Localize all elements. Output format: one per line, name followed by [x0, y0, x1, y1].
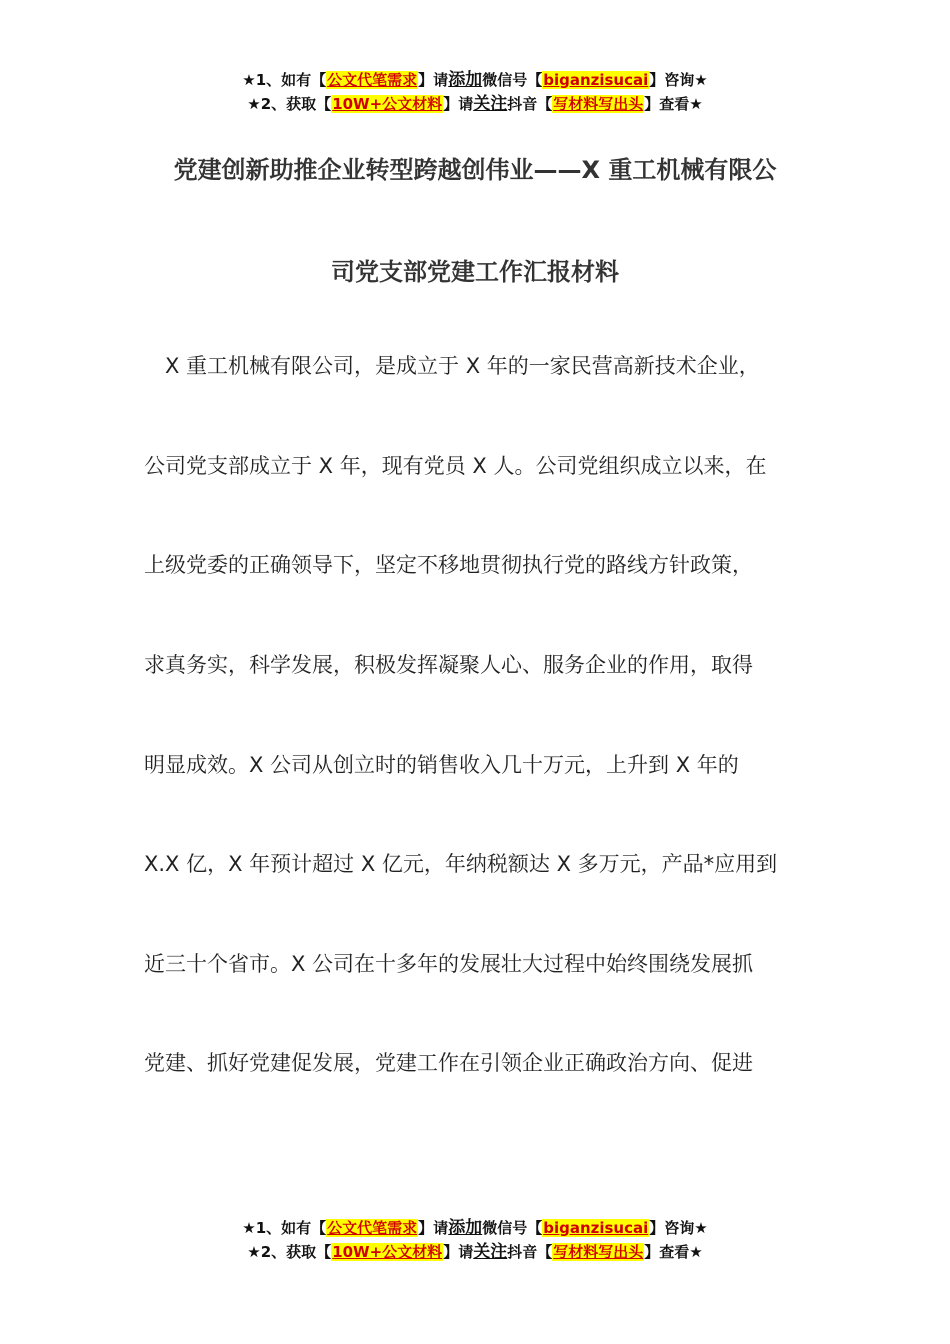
promo-text: 抖音【 [507, 1243, 553, 1261]
promo-text: 】请 [418, 1219, 449, 1237]
promo-text: 】查看★ [644, 1243, 703, 1261]
promo-text: ★2、获取【 [247, 1243, 332, 1261]
promo-text: 】查看★ [644, 95, 703, 113]
body-line: 公司党支部成立于 X 年，现有党员 X 人。公司党组织成立以来，在 [144, 454, 767, 478]
promo-text: 】请 [443, 95, 474, 113]
promo-line-2 [0, 1240, 950, 1264]
promo-emphasis: 关注 [473, 94, 508, 114]
body-line: X 重工机械有限公司，是成立于 X 年的一家民营高新技术企业， [144, 354, 760, 378]
body-line: 党建、抓好党建促发展，党建工作在引领企业正确政治方向、促进 [144, 1051, 753, 1075]
body-line: 求真务实，科学发展，积极发挥凝聚人心、服务企业的作用，取得 [144, 653, 753, 677]
promo-highlight: 10W+公文材料 [332, 95, 443, 113]
promo-footer [0, 1216, 950, 1264]
promo-text: 】请 [443, 1243, 474, 1261]
promo-text: ★1、如有【 [242, 71, 327, 89]
body-line: 明显成效。X 公司从创立时的销售收入几十万元，上升到 X 年的 [144, 753, 739, 777]
body-line: 上级党委的正确领导下，坚定不移地贯彻执行党的路线方针政策， [144, 553, 753, 577]
promo-text: 抖音【 [507, 95, 553, 113]
promo-wechat-id: biganzisucai [543, 1219, 649, 1237]
promo-line-1 [0, 1216, 950, 1240]
promo-highlight: 公文代笔需求 [327, 1219, 418, 1237]
promo-line-2 [0, 92, 950, 116]
promo-emphasis: 关注 [473, 1242, 508, 1262]
promo-text: 】咨询★ [649, 1219, 708, 1237]
promo-text: 】请 [418, 71, 449, 89]
promo-line-1 [0, 68, 950, 92]
promo-emphasis: 添加 [448, 70, 483, 90]
promo-highlight: 公文代笔需求 [327, 71, 418, 89]
document-title-line-1: 党建创新助推企业转型跨越创伟业——X 重工机械有限公 [173, 156, 777, 184]
promo-douyin-id: 写材料写出头 [553, 1243, 644, 1261]
body-line: 近三十个省市。X 公司在十多年的发展壮大过程中始终围绕发展抓 [144, 952, 754, 976]
promo-text: ★1、如有【 [242, 1219, 327, 1237]
promo-text: ★2、获取【 [247, 95, 332, 113]
promo-text: 微信号【 [482, 1219, 543, 1237]
promo-highlight: 10W+公文材料 [332, 1243, 443, 1261]
promo-douyin-id: 写材料写出头 [553, 95, 644, 113]
document-title-line-2: 司党支部党建工作汇报材料 [331, 258, 619, 286]
promo-wechat-id: biganzisucai [543, 71, 649, 89]
promo-text: 】咨询★ [649, 71, 708, 89]
promo-emphasis: 添加 [448, 1218, 483, 1238]
promo-header [0, 68, 950, 116]
body-line: X.X 亿，X 年预计超过 X 亿元，年纳税额达 X 多万元，产品*应用到 [144, 852, 778, 876]
promo-text: 微信号【 [482, 71, 543, 89]
